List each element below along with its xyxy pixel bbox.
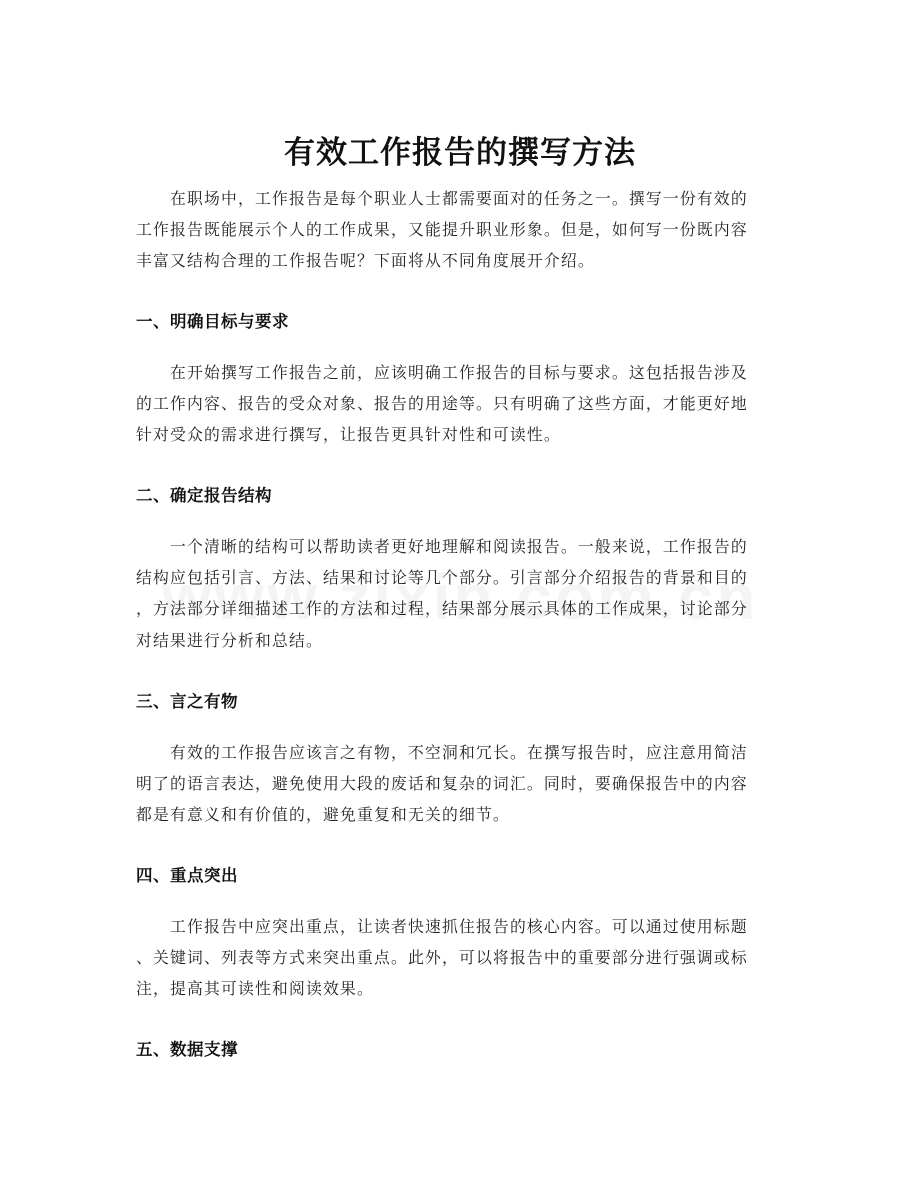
paragraph-line: 在职场中，工作报告是每个职业人士都需要面对的任务之一。撰写一份有效的	[170, 189, 748, 208]
paragraph-line: 工作报告中应突出重点，让读者快速抓住报告的核心内容。可以通过使用标题	[170, 917, 748, 936]
section-paragraph-3	[136, 737, 786, 831]
paragraph-line: 都是有意义和有价值的，避免重复和无关的细节。	[136, 805, 510, 825]
paragraph-line: 的工作内容、报告的受众对象、报告的用途等。只有明确了这些方面，才能更好地	[136, 394, 748, 414]
paragraph-line: 结构应包括引言、方法、结果和讨论等几个部分。引言部分介绍报告的背景和目的	[136, 568, 748, 588]
section-heading-5: 五、数据支撑	[136, 1040, 238, 1059]
paragraph-line: ，方法部分详细描述工作的方法和过程，结果部分展示具体的工作成果，讨论部分	[136, 599, 748, 619]
paragraph-line: 针对受众的需求进行撰写，让报告更具针对性和可读性。	[136, 425, 561, 445]
intro-paragraph	[136, 183, 786, 277]
paragraph-line: 在开始撰写工作报告之前，应该明确工作报告的目标与要求。这包括报告涉及	[170, 363, 748, 382]
section-paragraph-4	[136, 911, 786, 1005]
section-paragraph-2	[136, 531, 786, 656]
paragraph-line: 、关键词、列表等方式来突出重点。此外，可以将报告中的重要部分进行强调或标	[136, 948, 748, 968]
paragraph-line: 有效的工作报告应该言之有物，不空洞和冗长。在撰写报告时，应注意用简洁	[170, 743, 748, 762]
section-heading-3: 三、言之有物	[136, 692, 238, 711]
paragraph-line: 注，提高其可读性和阅读效果。	[136, 979, 374, 999]
paragraph-line: 工作报告既能展示个人的工作成果，又能提升职业形象。但是，如何写一份既内容	[136, 220, 748, 240]
paragraph-line: 明了的语言表达，避免使用大段的废话和复杂的词汇。同时，要确保报告中的内容	[136, 774, 748, 794]
document-title: 有效工作报告的撰写方法	[284, 134, 636, 171]
paragraph-line: 丰富又结构合理的工作报告呢？下面将从不同角度展开介绍。	[136, 251, 595, 271]
paragraph-line: 对结果进行分析和总结。	[136, 630, 323, 650]
paragraph-line: 一个清晰的结构可以帮助读者更好地理解和阅读报告。一般来说，工作报告的	[170, 537, 748, 556]
section-heading-4: 四、重点突出	[136, 866, 238, 885]
section-heading-2: 二、确定报告结构	[136, 486, 272, 505]
section-paragraph-1	[136, 357, 786, 451]
section-heading-1: 一、明确目标与要求	[136, 312, 289, 331]
